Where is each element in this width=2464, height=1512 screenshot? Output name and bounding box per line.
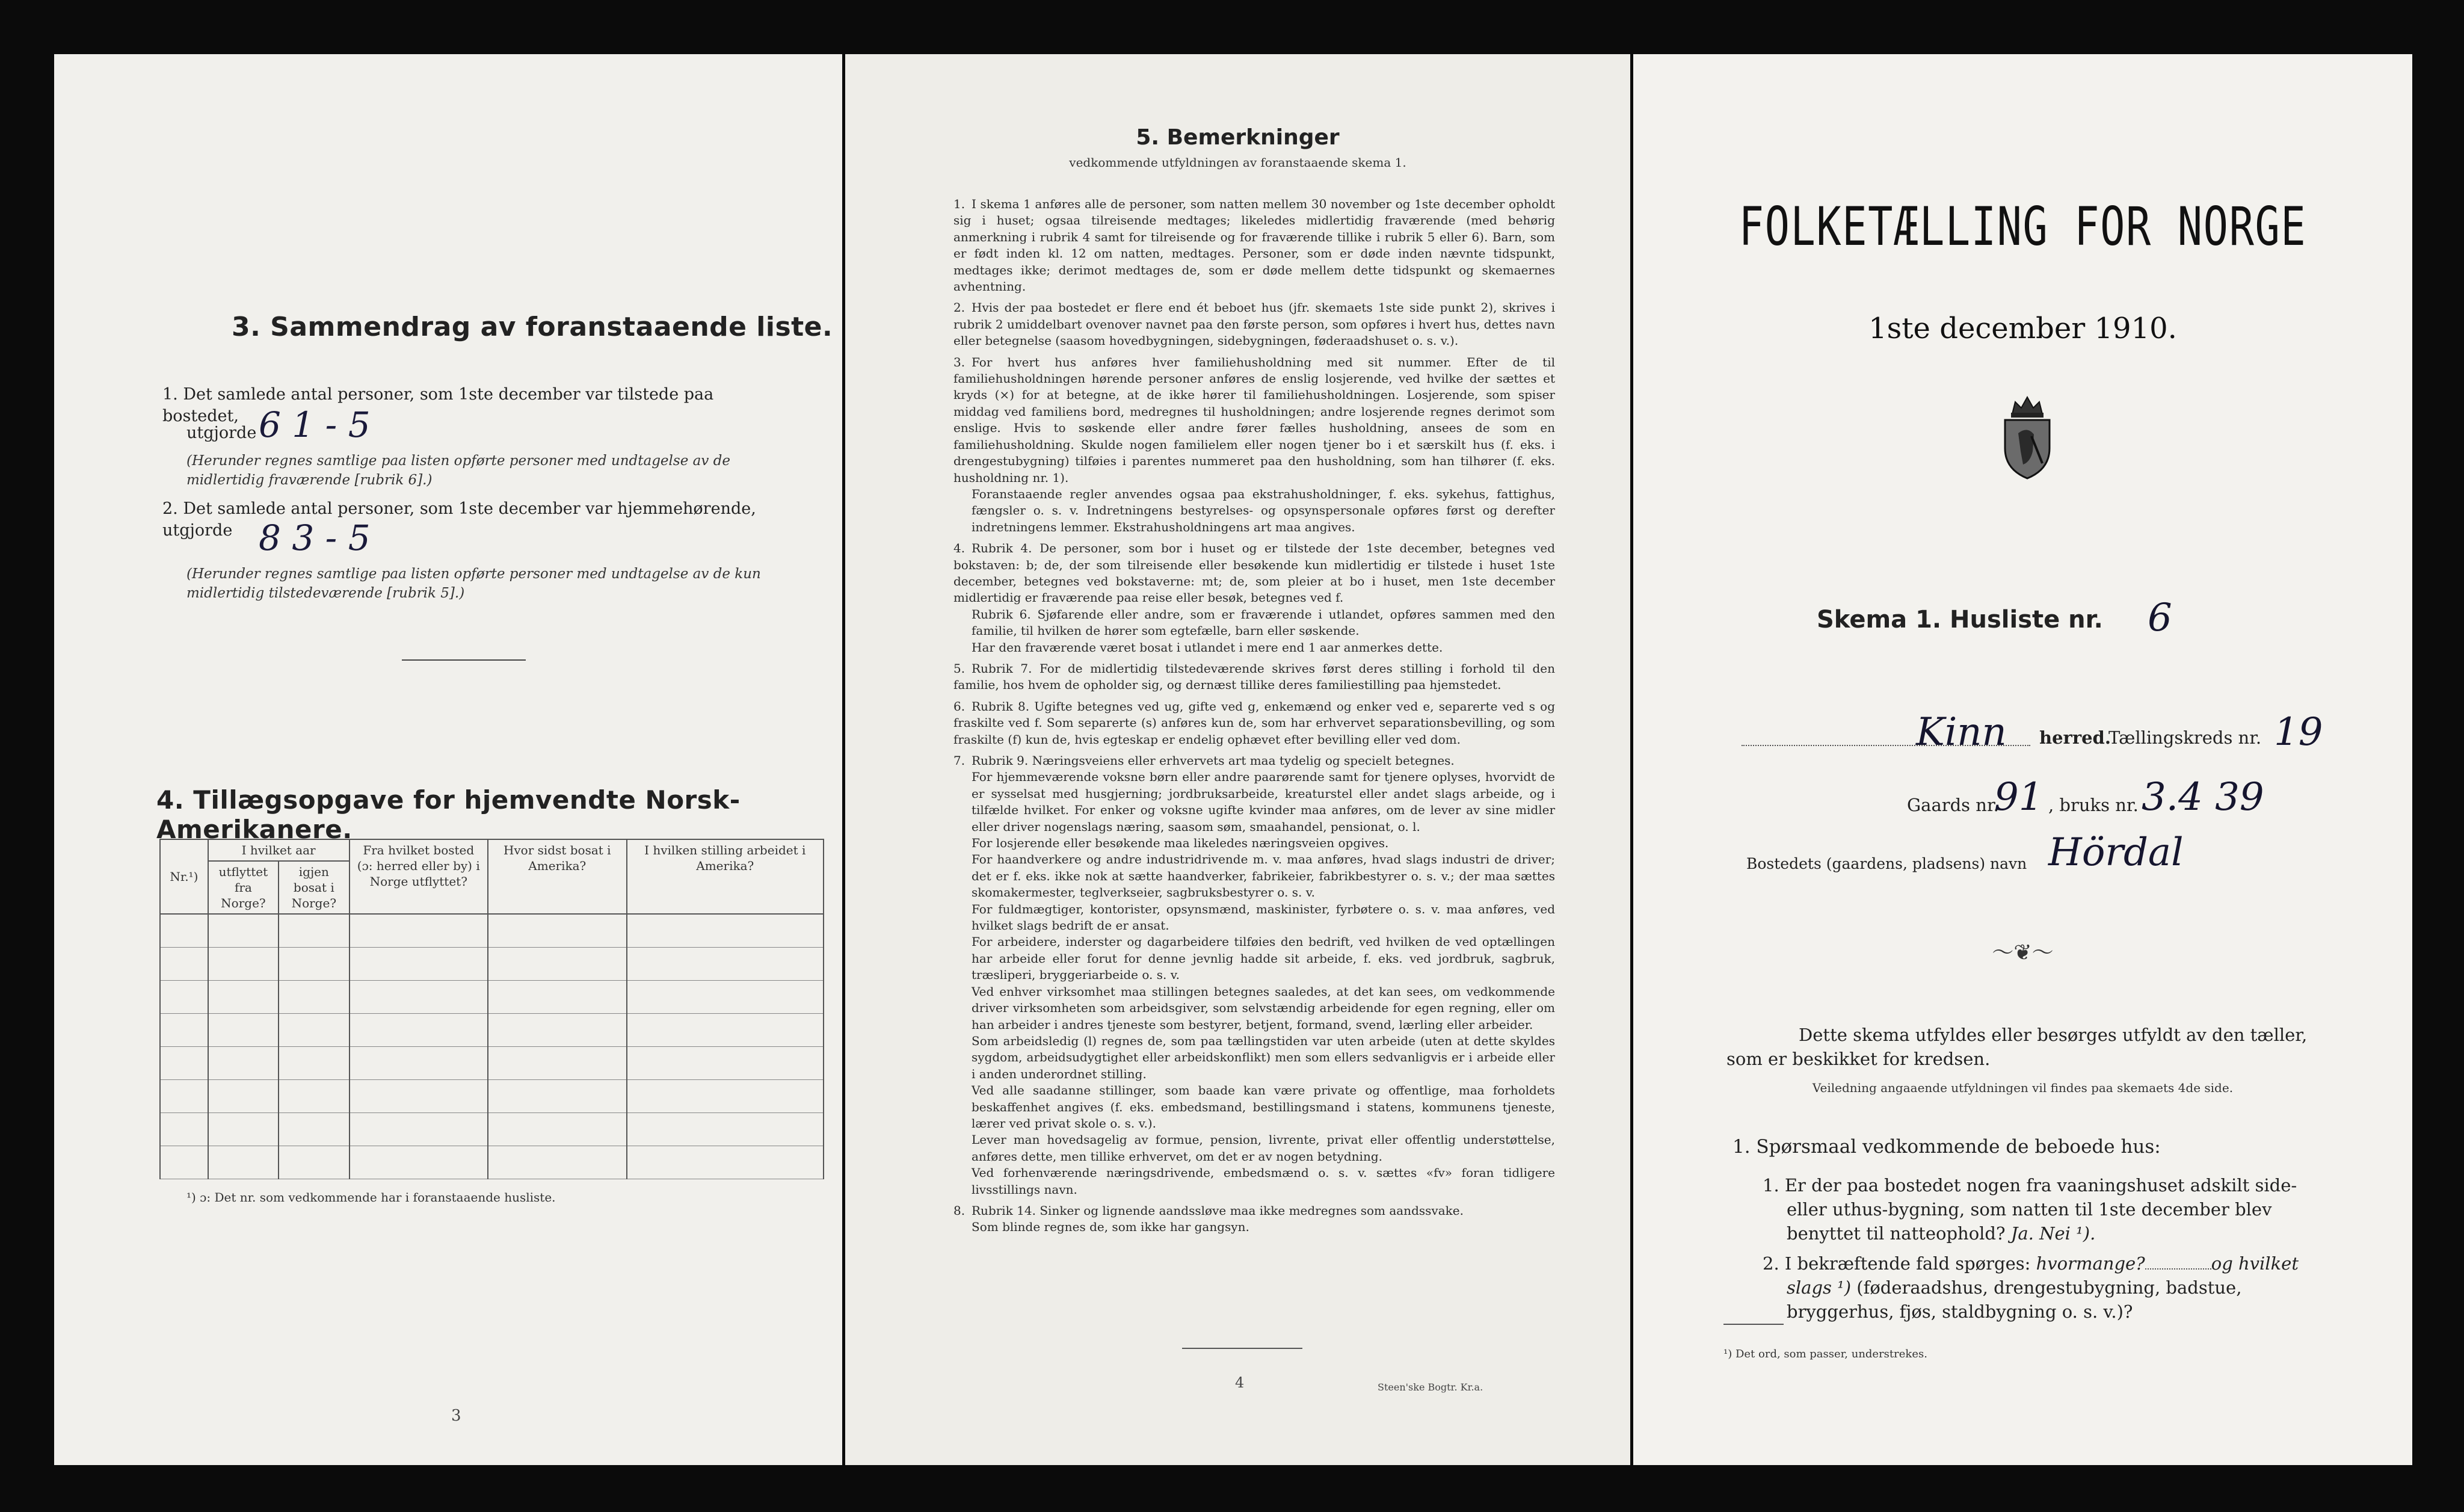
remark-item: For hjemmeværende voksne børn eller andre paarørende samt for tjenere oplyses, hvorvidt de er sysselsat med husgjerning; jordbruksarbeide, kreaturstel eller andet slags arbeide, og i tilfælde hvilket. For enker og voksne ugifte kvinder maa anføres, om de lever av sine midler eller driver nogenslags næring, saasom søm, smaahandel, pensionat, o. l. [972, 770, 1555, 834]
ornament: 〜❦〜 [1992, 940, 2054, 965]
header-fra: Fra hvilket bosted (ɔ: herred eller by) i Norge utflyttet? [350, 839, 488, 914]
table-row [160, 1146, 824, 1179]
table-row [160, 1014, 824, 1047]
remark-item: For fuldmægtiger, kontorister, opsynsmænd, maskinister, fyrbøtere o. s. v. maa anføres, ved hvilket slags bedrift de er ansat. [972, 901, 1555, 933]
norsk-amerikanere-table [159, 839, 824, 1179]
table-row [160, 948, 824, 981]
remark-item: 8. Rubrik 14. Sinker og lignende aandssløve maa ikke medregnes som aandssvake. [953, 1203, 1464, 1218]
page1-footnote: ¹) Det ord, som passer, understrekes. [1723, 1348, 1927, 1360]
table-footnote: ¹) ɔ: Det nr. som vedkommende har i foranstaaende husliste. [186, 1190, 556, 1205]
remark-item: 4. Rubrik 4. De personer, som bor i huset og er tilstede der 1ste december, betegnes ved bokstaven: b; de, der som tilreisende eller besøkende kun midlertidig er tilstede i huset 1ste december, betegnes ved bokstaverne: mt; de, som pleier at bo i huset, men 1ste december midlertidig er fraværende paa reise eller besøk, betegnes ved f. [953, 541, 1555, 605]
section-4-title: 4. Tillægsopgave for hjemvendte Norsk-Amerikanere. [156, 785, 741, 844]
header-utflyttet: utflyttet fra Norge? [208, 861, 279, 914]
remark-item: 2. Hvis der paa bostedet er flere end ét beboet hus (jfr. skemaets 1ste side punkt 2), skrives i rubrik 2 umiddelbart ovenover navnet paa den første person, som opføres i hvert hus, dettes navn eller betegnelse (saasom hovedbygningen, sidebygningen, føderaadshuset o. s. v.). [953, 300, 1555, 348]
bosted-value: Hördal [2048, 830, 2184, 875]
summary-item-1-note: (Herunder regnes samtlige paa listen opførte personer med undtagelse av de midlertidig fraværende [rubrik 6].) [186, 453, 730, 488]
remark-item: For losjerende eller besøkende maa likeledes næringsveien opgives. [972, 836, 1389, 851]
header-group: I hvilket aar [208, 839, 350, 861]
divider [1182, 1348, 1302, 1349]
divider [402, 659, 526, 661]
table-row [160, 981, 824, 1014]
header-igjen: igjen bosat i Norge? [279, 861, 349, 914]
census-title: FOLKETÆLLING FOR NORGE [1739, 196, 2307, 258]
remark-item: Som blinde regnes de, som ikke har gangsyn. [972, 1220, 1249, 1235]
gaards-value: 91 [1994, 775, 2044, 819]
section-3-title: 3. Sammendrag av foranstaaende liste. [232, 312, 833, 342]
remark-item: Ved enhver virksomhet maa stillingen betegnes saaledes, at det kan sees, om vedkommende driver virksomheten som arbeidsgiver, som selvstændig arbeidende for egen regning, eller om han arbeider i andres tjeneste som bestyrer, betjent, formand, svend, lærling eller arbeider. [972, 984, 1555, 1032]
remark-item: 6. Rubrik 8. Ugifte betegnes ved ug, gifte ved g, enkemænd og enker ved e, separerte ved s og fraskilte ved f. Som separerte (s) anføres kun de, som har erhvervet separationsbevilling, og som fraskilte (f) kun de, hvis egteskap er endelig ophævet efter bevilling eller ved dom. [953, 699, 1555, 747]
question-1-title: 1. Spørsmaal vedkommende de beboede hus: [1732, 1136, 2161, 1158]
table-row [160, 1080, 824, 1113]
table-row [160, 914, 824, 948]
remark-item: 1. I skema 1 anføres alle de personer, som natten mellem 30 november og 1ste december opholdt sig i huset; ogsaa tilreisende medtages; likeledes midlertidig fraværende (med behørig anmerkning i rubrik 4 samt for tilreisende og for fraværende tillike i rubrik 5 eller 6). Barn, som er født inden kl. 12 om natten, medtages. Personer, som er døde inden nævnte tidspunkt, medtages ikke; derimot medtages de, som er døde mellem dette tidspunkt og skemaernes avhentning. [953, 197, 1555, 294]
summary-item-2: 2. Det samlede antal personer, som 1ste december var hjemmehørende, utgjorde [162, 499, 756, 540]
remark-item: For haandverkere og andre industridrivende m. v. maa anføres, hvad slags industri de driver; det er f. eks. ikke nok at sætte haandverker, fabrikeier, fabrikbestyrer o. s. v.; der maa sættes skomakermester, teglverkseier, sagbruksbestyrer o. s. v. [972, 852, 1555, 900]
gaards-label: Gaards nr. [1907, 795, 1999, 815]
herred-label: herred. [2039, 727, 2111, 748]
question-1-2: 2. I bekræftende fald spørges: hvormange? og hvilket slags ¹) (føderaadshus, drengestubygning, badstue, bryggerhus, fjøs, staldbygning o. s. v.)? [1763, 1253, 2299, 1322]
schema-label: Skema 1. Husliste nr. [1817, 606, 2103, 634]
divider [1723, 1324, 1784, 1325]
bosted-label: Bostedets (gaardens, pladsens) navn [1746, 855, 2027, 872]
page-3 [54, 54, 842, 1465]
question-1-1-answer: Ja. Nei ¹). [2010, 1223, 2096, 1244]
remark-item: Har den fraværende været bosat i utlandet i mere end 1 aar anmerkes dette. [972, 640, 1443, 655]
husliste-number: 6 [2148, 596, 2172, 640]
summary-item-1-label: utgjorde [186, 424, 257, 442]
page-4 [845, 54, 1630, 1465]
remark-item: Som arbeidsledig (l) regnes de, som paa tællingstiden var uten arbeide (uten at dette skyldes sygdom, arbeidsudygtighet eller arbeidskonflikt) men som ellers sedvanligvis er i arbeide eller i anden underordnet stilling. [972, 1033, 1555, 1081]
remark-item: 3. For hvert hus anføres hver familiehusholdning med sit nummer. Efter de til familiehusholdningen hørende personer anføres de enslig losjerende, ved hvilke der sættes et kryds (×) for at betegne, at de ikke hører til familiehusholdningen. Losjerende, som spiser middag ved familiens bord, medregnes til husholdningen; andre losjerende regnes derimot som enslige. Hvis to søskende eller andre fører fælles husholdning, ansees de som en familiehusholdning. Skulde nogen familielem eller nogen tjener bo i et særskilt hus (f. eks. i drengestubygning) tilføies i parentes nummeret paa den husholdning, som han tilhører (f. eks. husholdning nr. 1). [953, 354, 1555, 485]
summary-item-1-value: 6 1 - 5 [259, 404, 371, 445]
bruks-label: , bruks nr. [2048, 795, 2139, 815]
section-5-title: 5. Bemerkninger [1136, 125, 1340, 150]
section-5-subtitle: vedkommende utfyldningen av foranstaaende skema 1. [1069, 155, 1406, 170]
header-stilling: I hvilken stilling arbeidet i Amerika? [627, 839, 824, 914]
bruks-value: 3.4 39 [2142, 775, 2264, 819]
table-row [160, 1113, 824, 1146]
kreds-value: 19 [2274, 710, 2323, 754]
printer-mark: Steen'ske Bogtr. Kr.a. [1378, 1381, 1483, 1393]
page-number: 4 [1235, 1374, 1245, 1391]
remark-item: 7. Rubrik 9. Næringsveiens eller erhvervets art maa tydelig og specielt betegnes. [953, 753, 1455, 768]
remark-item: For arbeidere, inderster og dagarbeidere tilføies den bedrift, ved hvilken de ved optællingen har arbeide eller forut for denne jevnlig hadde sit arbeide, f. eks. ved jordbruk, sagbruk, træsliperi, bryggeriarbeide o. s. v. [972, 934, 1555, 983]
question-1-1: 1. Er der paa bostedet nogen fra vaaningshuset adskilt side- eller uthus-bygning, som natten til 1ste december blev benyttet til natteophold? Ja. Nei ¹). [1763, 1175, 2297, 1244]
herred-value: Kinn [1916, 710, 2007, 754]
census-date: 1ste december 1910. [1868, 312, 2177, 345]
remark-item: Ved forhenværende næringsdrivende, embedsmænd o. s. v. sættes «fv» foran tidligere livsstillings navn. [972, 1165, 1555, 1197]
page-1 [1633, 54, 2412, 1465]
remark-item: Foranstaaende regler anvendes ogsaa paa ekstrahusholdninger, f. eks. sykehus, fattighus, fængsler o. s. v. Indretningens bestyrelses- og opsynspersonale opføres først og derefter indretningens lemmer. Ekstrahusholdningens art maa angives. [972, 486, 1555, 534]
norway-coat-of-arms-icon [1994, 391, 2060, 481]
summary-item-2-note: (Herunder regnes samtlige paa listen opførte personer med undtagelse av de kun midlertidig tilstedeværende [rubrik 5].) [186, 566, 761, 601]
intro-text: Dette skema utfyldes eller besørges utfyldt av den tæller, som er beskikket for kredsen. [1726, 1025, 2308, 1069]
veiledning-text: Veiledning angaaende utfyldningen vil findes paa skemaets 4de side. [1812, 1081, 2234, 1095]
summary-item-1: 1. Det samlede antal personer, som 1ste december var tilstede paa bostedet, [162, 385, 714, 425]
table-row [160, 1047, 824, 1080]
remark-item: Ved alle saadanne stillinger, som baade kan være private og offentlige, maa forholdets beskaffenhet angives (f. eks. embedsmand, bestillingsmand i statens, kommunens tjeneste, lærer ved privat skole o. s. v.). [972, 1083, 1555, 1131]
kreds-label: Tællingskreds nr. [2108, 727, 2262, 748]
remark-item: 5. Rubrik 7. For de midlertidig tilstedeværende skrives først deres stilling i forhold til den familie, hos hvem de opholder sig, og dernæst tillike deres familiestilling paa hjemstedet. [953, 661, 1555, 693]
remarks-list [953, 196, 1555, 1236]
summary-item-2-value: 8 3 - 5 [259, 517, 371, 558]
header-nr: Nr.¹) [160, 839, 208, 914]
remark-item: Rubrik 6. Sjøfarende eller andre, som er fraværende i utlandet, opføres sammen med den familie, til hvilken de hører som egtefælle, barn eller søskende. [972, 606, 1555, 638]
page-number: 3 [451, 1407, 461, 1425]
header-hvor: Hvor sidst bosat i Amerika? [488, 839, 627, 914]
remark-item: Lever man hovedsagelig av formue, pension, livrente, privat eller offentlig understøttelse, anføres dette, men tillike erhvervet, om det er av nogen betydning. [972, 1132, 1555, 1164]
